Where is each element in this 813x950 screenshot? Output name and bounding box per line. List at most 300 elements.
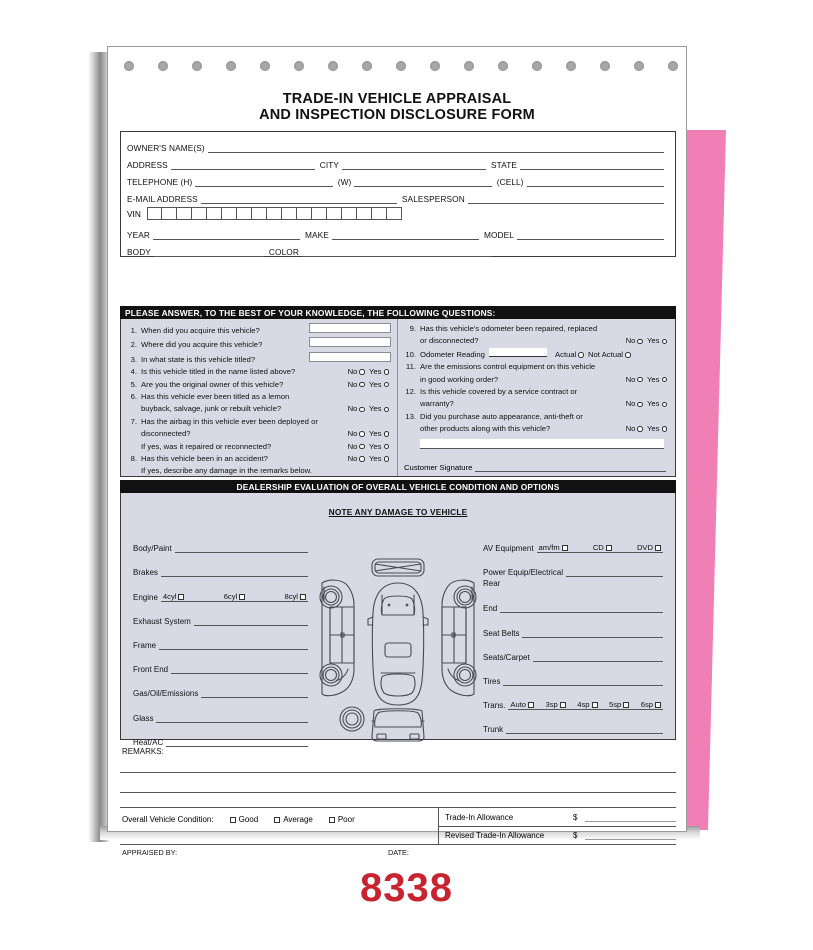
appraised-by-label: APPRAISED BY:: [122, 848, 178, 857]
checkbox-icon[interactable]: [528, 702, 534, 708]
eval-column-right: [483, 529, 663, 734]
checkbox-icon[interactable]: [655, 702, 661, 708]
customer-signature-input[interactable]: [475, 463, 666, 472]
address-label: ADDRESS: [127, 160, 168, 170]
eval-option-label: CD: [592, 543, 604, 553]
eval-option[interactable]: [163, 592, 185, 601]
telephone-home-input[interactable]: [195, 177, 332, 187]
answer-no-label: No: [347, 404, 358, 414]
question-row: [402, 398, 669, 410]
punch-hole: [532, 61, 542, 71]
vehicle-row-2: [127, 240, 669, 257]
question-number: 7.: [130, 416, 137, 426]
eval-row: [133, 553, 308, 577]
radio-no[interactable]: [359, 369, 365, 375]
eval-row-label: Gas/Oil/Emissions: [133, 689, 199, 699]
salesperson-label: SALESPERSON: [401, 194, 465, 204]
trade-in-allowance-input[interactable]: [585, 813, 676, 822]
question-row: [402, 348, 669, 361]
radio-no[interactable]: [359, 382, 365, 388]
question-row: [125, 323, 391, 337]
punch-hole: [396, 61, 406, 71]
answer-yes-label: Yes: [366, 404, 382, 414]
body-input[interactable]: [154, 247, 264, 257]
question-row: [402, 335, 669, 347]
questions-panel: [120, 319, 676, 477]
eval-option-label: 8cyl: [284, 591, 298, 601]
question-row: [125, 391, 391, 403]
answer-no-label: No: [347, 429, 358, 439]
eval-option-label: am/fm: [538, 543, 560, 553]
eval-option-label: 3sp: [545, 700, 558, 710]
eval-row: [483, 662, 663, 686]
question-text: Has this vehicle been in an accident?: [141, 454, 268, 464]
eval-row-input[interactable]: [506, 724, 663, 734]
question-row: [125, 453, 391, 465]
radio-no[interactable]: [359, 444, 365, 450]
question-text: Where did you acquire this vehicle?: [141, 340, 263, 350]
eval-option[interactable]: [510, 700, 534, 709]
telephone-cell-label: (CELL): [496, 177, 524, 187]
eval-row: [483, 686, 663, 710]
make-input[interactable]: [332, 230, 479, 240]
eval-option[interactable]: [284, 592, 306, 601]
question-number: 4.: [130, 367, 137, 377]
answer-yes-label: Yes: [366, 429, 382, 439]
vin-character-box[interactable]: [222, 207, 237, 220]
eval-row: [133, 674, 308, 698]
owner-name-label: OWNER'S NAME(S): [127, 143, 205, 153]
eval-row-label: Exhaust System: [133, 616, 191, 626]
eval-row: [133, 602, 308, 626]
owner-name-input[interactable]: [208, 143, 664, 153]
trade-in-allowance-label: Trade-In Allowance: [445, 812, 514, 822]
radio-not-actual[interactable]: [625, 352, 631, 358]
checkbox-average-icon[interactable]: [274, 817, 280, 823]
eval-row: [483, 529, 663, 553]
eval-option-group: [508, 699, 663, 710]
eval-row-input[interactable]: [533, 652, 663, 662]
vin-character-box[interactable]: [282, 207, 297, 220]
eval-option-label: Auto: [510, 700, 526, 710]
radio-yes[interactable]: [384, 382, 390, 388]
eval-row-input[interactable]: [500, 603, 663, 613]
radio-yes[interactable]: [662, 377, 668, 383]
eval-option[interactable]: [546, 700, 566, 709]
customer-signature-row: [404, 463, 666, 472]
question-answer-noyes: [622, 335, 669, 347]
eval-option-label: DVD: [636, 543, 653, 553]
radio-yes[interactable]: [662, 339, 668, 345]
answer-no-label: No: [625, 424, 636, 434]
eval-option-label: 4cyl: [162, 591, 177, 601]
question-row: [125, 465, 391, 477]
vin-label: VIN: [127, 208, 141, 219]
question-answer-noyes: [344, 366, 391, 378]
question-text: If yes, describe any damage in the remarks below.: [141, 466, 312, 476]
vin-character-box[interactable]: [327, 207, 342, 220]
allowance-box: [438, 808, 676, 844]
eval-row: [483, 588, 663, 613]
eval-row-input[interactable]: [566, 567, 663, 577]
question-number: 6.: [130, 392, 137, 402]
question-text: disconnected?: [141, 429, 191, 439]
eval-row: [133, 698, 308, 722]
telephone-cell-input[interactable]: [527, 177, 664, 187]
question-text: in good working order?: [420, 374, 499, 384]
vin-character-box[interactable]: [357, 207, 372, 220]
eval-row-label: Frame: [133, 640, 157, 650]
email-label: E-MAIL ADDRESS: [127, 194, 198, 204]
eval-option[interactable]: [577, 700, 597, 709]
eval-row-label: Tires: [483, 676, 501, 686]
date-label: DATE:: [388, 848, 409, 857]
revised-trade-in-allowance-row: [439, 826, 676, 844]
salesperson-input[interactable]: [468, 194, 664, 204]
eval-option[interactable]: [609, 700, 629, 709]
checkbox-poor-icon[interactable]: [329, 817, 335, 823]
radio-no[interactable]: [637, 339, 643, 345]
revised-trade-in-allowance-input[interactable]: [585, 831, 676, 840]
revised-trade-in-currency-symbol: $: [573, 830, 578, 840]
punch-hole: [158, 61, 168, 71]
eval-row-input[interactable]: [503, 676, 663, 686]
question-text: Has the airbag in this vehicle ever been deployed or: [141, 416, 318, 426]
punch-hole: [260, 61, 270, 71]
answer-no-label: No: [347, 367, 358, 377]
state-label: STATE: [491, 160, 518, 170]
question-row: [402, 374, 669, 386]
vin-character-box[interactable]: [147, 207, 162, 220]
question-text: Are you the original owner of this vehicle?: [141, 379, 284, 389]
question-row: [125, 428, 391, 440]
eval-option[interactable]: [224, 592, 246, 601]
question-text: When did you acquire this vehicle?: [141, 326, 260, 335]
address-input[interactable]: [171, 160, 315, 170]
punch-hole: [430, 61, 440, 71]
checkbox-icon[interactable]: [239, 594, 245, 600]
overall-condition-row: [122, 815, 355, 824]
trade-in-allowance-row: [439, 808, 676, 826]
answer-no-label: No: [347, 379, 358, 389]
eval-option-label: 4sp: [577, 700, 590, 710]
punch-hole: [226, 61, 236, 71]
eval-row-label: Seats/Carpet: [483, 652, 530, 662]
color-input[interactable]: [302, 247, 492, 257]
checkbox-icon[interactable]: [300, 594, 306, 600]
color-label: COLOR: [268, 247, 299, 257]
eval-option[interactable]: [637, 543, 661, 552]
eval-option[interactable]: [593, 543, 612, 552]
eval-option[interactable]: [641, 700, 661, 709]
eval-row-input[interactable]: [156, 713, 308, 723]
email-row: [127, 187, 669, 204]
eval-row-input[interactable]: [166, 737, 308, 747]
radio-no[interactable]: [359, 431, 365, 437]
checkbox-icon[interactable]: [560, 702, 566, 708]
city-label: CITY: [319, 160, 340, 170]
year-input[interactable]: [153, 230, 300, 240]
overall-condition-label: Overall Vehicle Condition:: [122, 815, 214, 824]
radio-no[interactable]: [637, 402, 643, 408]
eval-row-label: End: [483, 604, 498, 614]
eval-row-label: Glass: [133, 713, 154, 723]
radio-yes[interactable]: [662, 426, 668, 432]
eval-option[interactable]: [539, 543, 568, 552]
answer-yes-label: Yes: [644, 399, 660, 409]
vin-character-box[interactable]: [297, 207, 312, 220]
answer-yes-label: Yes: [366, 454, 382, 464]
question-answer-noyes: [622, 423, 669, 435]
eval-row-input[interactable]: [175, 543, 308, 553]
year-label: YEAR: [127, 230, 150, 240]
questions-section-header: PLEASE ANSWER, TO THE BEST OF YOUR KNOWLEDGE, THE FOLLOWING QUESTIONS:: [120, 306, 676, 319]
answer-yes-label: Yes: [366, 367, 382, 377]
state-input[interactable]: [520, 160, 664, 170]
customer-signature-label: Customer Signature: [404, 463, 473, 472]
model-label: MODEL: [483, 230, 514, 240]
eval-row-input[interactable]: [194, 616, 308, 626]
revised-trade-in-allowance-label: Revised Trade-In Allowance: [445, 830, 545, 840]
eval-row-label: AV Equipment: [483, 544, 534, 554]
punch-hole: [464, 61, 474, 71]
question-number: 1.: [130, 326, 137, 335]
vin-character-box[interactable]: [207, 207, 222, 220]
checkbox-icon[interactable]: [562, 545, 568, 551]
condition-option-good[interactable]: [230, 815, 259, 824]
question-number: 11.: [405, 362, 416, 372]
radio-no[interactable]: [637, 377, 643, 383]
email-input[interactable]: [201, 194, 397, 204]
eval-row: [483, 710, 663, 734]
punch-hole-row: [108, 47, 686, 85]
product-number: 8338: [360, 866, 453, 910]
question-text-input[interactable]: [309, 337, 391, 347]
question-row: [402, 386, 669, 398]
question-answer-noyes: [344, 379, 391, 391]
city-input[interactable]: [342, 160, 486, 170]
question-number: 13.: [405, 411, 416, 421]
radio-yes[interactable]: [384, 456, 390, 462]
question-13-detail-line[interactable]: [420, 439, 664, 449]
condition-label-good: Good: [238, 815, 259, 824]
vin-character-box[interactable]: [312, 207, 327, 220]
eval-row: [133, 577, 308, 601]
form-page: [107, 46, 687, 857]
eval-subtitle: NOTE ANY DAMAGE TO VEHICLE: [328, 507, 468, 517]
radio-yes[interactable]: [662, 402, 668, 408]
question-row: [125, 366, 391, 378]
eval-row: [483, 613, 663, 637]
remarks-line-2[interactable]: [120, 792, 676, 793]
telephone-work-input[interactable]: [354, 177, 491, 187]
question-answer-noyes: [344, 441, 391, 453]
eval-row-label: Trunk: [483, 725, 504, 735]
remarks-label: REMARKS:: [122, 747, 164, 756]
vehicle-damage-diagram[interactable]: [318, 551, 478, 756]
page-title: [108, 91, 686, 123]
question-row: [125, 441, 391, 453]
eval-row-input[interactable]: [522, 628, 663, 638]
radio-yes[interactable]: [384, 431, 390, 437]
condition-option-poor[interactable]: [329, 815, 355, 824]
condition-label-poor: Poor: [337, 815, 355, 824]
eval-row: [483, 553, 663, 577]
question-number: 5.: [130, 379, 137, 389]
eval-row-input[interactable]: [201, 688, 308, 698]
punch-hole: [634, 61, 644, 71]
punch-hole: [192, 61, 202, 71]
question-number: 9.: [409, 324, 416, 333]
question-text: Odometer Reading: [420, 349, 485, 359]
eval-option-label: 6sp: [640, 700, 653, 710]
eval-column-left: [133, 529, 308, 747]
question-row: [125, 337, 391, 351]
bottom-summary-box: [120, 807, 676, 843]
eval-row: [483, 638, 663, 662]
question-text-input[interactable]: [309, 323, 391, 333]
checkbox-icon[interactable]: [592, 702, 598, 708]
appraised-by-row: [120, 844, 676, 860]
question-number: 2.: [130, 340, 137, 350]
vin-character-box[interactable]: [372, 207, 387, 220]
radio-no[interactable]: [637, 426, 643, 432]
answer-no-label: No: [625, 399, 636, 409]
vin-character-box[interactable]: [252, 207, 267, 220]
vin-input-boxes[interactable]: [147, 207, 402, 220]
radio-no[interactable]: [359, 456, 365, 462]
question-text: buyback, salvage, junk or rebuilt vehicle?: [141, 404, 282, 414]
question-answer-noyes: [622, 374, 669, 386]
remarks-line-1[interactable]: [120, 772, 676, 773]
vin-character-box[interactable]: [162, 207, 177, 220]
question-text: Is this vehicle titled in the name listed above?: [141, 367, 296, 377]
eval-section-header: DEALERSHIP EVALUATION OF OVERALL VEHICLE CONDITION AND OPTIONS: [120, 480, 676, 493]
answer-yes-label: Yes: [366, 441, 382, 451]
eval-row-input[interactable]: [171, 664, 308, 674]
eval-row-label: Trans.: [483, 701, 506, 711]
eval-row-label: Heat/AC: [133, 737, 164, 747]
vin-character-box[interactable]: [237, 207, 252, 220]
odometer-reading-input[interactable]: [489, 348, 547, 357]
punch-hole: [362, 61, 372, 71]
eval-row-label: Brakes: [133, 568, 158, 578]
vehicle-row-1: [127, 223, 669, 240]
question-text: or disconnected?: [420, 336, 479, 346]
answer-yes-label: Yes: [366, 379, 382, 389]
question-text: Are the emissions control equipment on this vehicle: [420, 362, 596, 372]
question-row: [125, 403, 391, 415]
vin-character-box[interactable]: [267, 207, 282, 220]
eval-row-label: Power Equip/Electrical: [483, 568, 564, 578]
model-input[interactable]: [517, 230, 664, 240]
condition-label-average: Average: [283, 815, 313, 824]
question-number: 10.: [405, 349, 416, 359]
eval-row: [133, 529, 308, 553]
question-row: [402, 423, 669, 435]
punch-hole: [294, 61, 304, 71]
checkbox-icon[interactable]: [178, 594, 184, 600]
question-answer-noyes: [622, 398, 669, 410]
question-text-input[interactable]: [309, 352, 391, 362]
odometer-answer-group: [551, 349, 633, 361]
questions-column-right: [398, 319, 675, 476]
eval-row-label: Engine: [133, 592, 158, 602]
vin-character-box[interactable]: [342, 207, 357, 220]
vin-character-box[interactable]: [177, 207, 192, 220]
answer-no-label: No: [625, 336, 636, 346]
answer-yes-label: Yes: [644, 374, 660, 384]
checkbox-icon[interactable]: [623, 702, 629, 708]
checkbox-icon[interactable]: [606, 545, 612, 551]
punch-hole: [668, 61, 678, 71]
body-label: BODY: [127, 247, 151, 257]
question-number: 3.: [130, 354, 137, 364]
radio-actual[interactable]: [578, 352, 584, 358]
radio-yes[interactable]: [384, 369, 390, 375]
eval-row: [133, 626, 308, 650]
punch-hole: [498, 61, 508, 71]
vin-row: [127, 204, 669, 223]
question-number: 12.: [405, 387, 416, 397]
eval-option-group: [161, 591, 308, 602]
question-answer-noyes: [344, 453, 391, 465]
question-text: warranty?: [420, 399, 454, 409]
owner-information-box: [120, 131, 676, 257]
question-text: Did you purchase auto appearance, anti-theft or: [420, 411, 583, 421]
eval-option-label: 6cyl: [223, 591, 238, 601]
question-row: [402, 361, 669, 373]
answer-actual-label: Actual: [554, 349, 577, 359]
dealership-evaluation-panel: [120, 493, 676, 747]
eval-row-input[interactable]: [161, 567, 308, 577]
checkbox-good-icon[interactable]: [230, 817, 236, 823]
answer-no-label: No: [625, 374, 636, 384]
punch-hole: [124, 61, 134, 71]
telephone-work-label: (W): [337, 177, 352, 187]
radio-no[interactable]: [359, 407, 365, 413]
eval-option-group: [537, 542, 663, 553]
make-label: MAKE: [305, 230, 329, 240]
eval-row-label: Seat Belts: [483, 628, 520, 638]
eval-row: [483, 577, 663, 588]
question-text: Has this vehicle ever been titled as a lemon: [141, 392, 290, 402]
checkbox-icon[interactable]: [655, 545, 661, 551]
radio-yes[interactable]: [384, 444, 390, 450]
question-row: [402, 323, 669, 335]
telephone-row: [127, 170, 669, 187]
eval-row-label: Front End: [133, 665, 169, 675]
eval-option-label: 5sp: [609, 700, 622, 710]
address-row: [127, 153, 669, 170]
question-text: Is this vehicle covered by a service contract or: [420, 387, 578, 397]
question-row: [125, 379, 391, 391]
radio-yes[interactable]: [384, 407, 390, 413]
eval-row-label: Rear: [483, 579, 501, 589]
question-row: [125, 416, 391, 428]
punch-hole: [566, 61, 576, 71]
punch-hole: [600, 61, 610, 71]
trade-in-currency-symbol: $: [573, 812, 578, 822]
question-answer-noyes: [344, 403, 391, 415]
eval-row: [133, 723, 308, 747]
answer-yes-label: Yes: [644, 336, 660, 346]
answer-yes-label: Yes: [644, 424, 660, 434]
vin-character-box[interactable]: [192, 207, 207, 220]
eval-row-input[interactable]: [159, 640, 308, 650]
condition-option-average[interactable]: [274, 815, 313, 824]
vin-character-box[interactable]: [387, 207, 402, 220]
